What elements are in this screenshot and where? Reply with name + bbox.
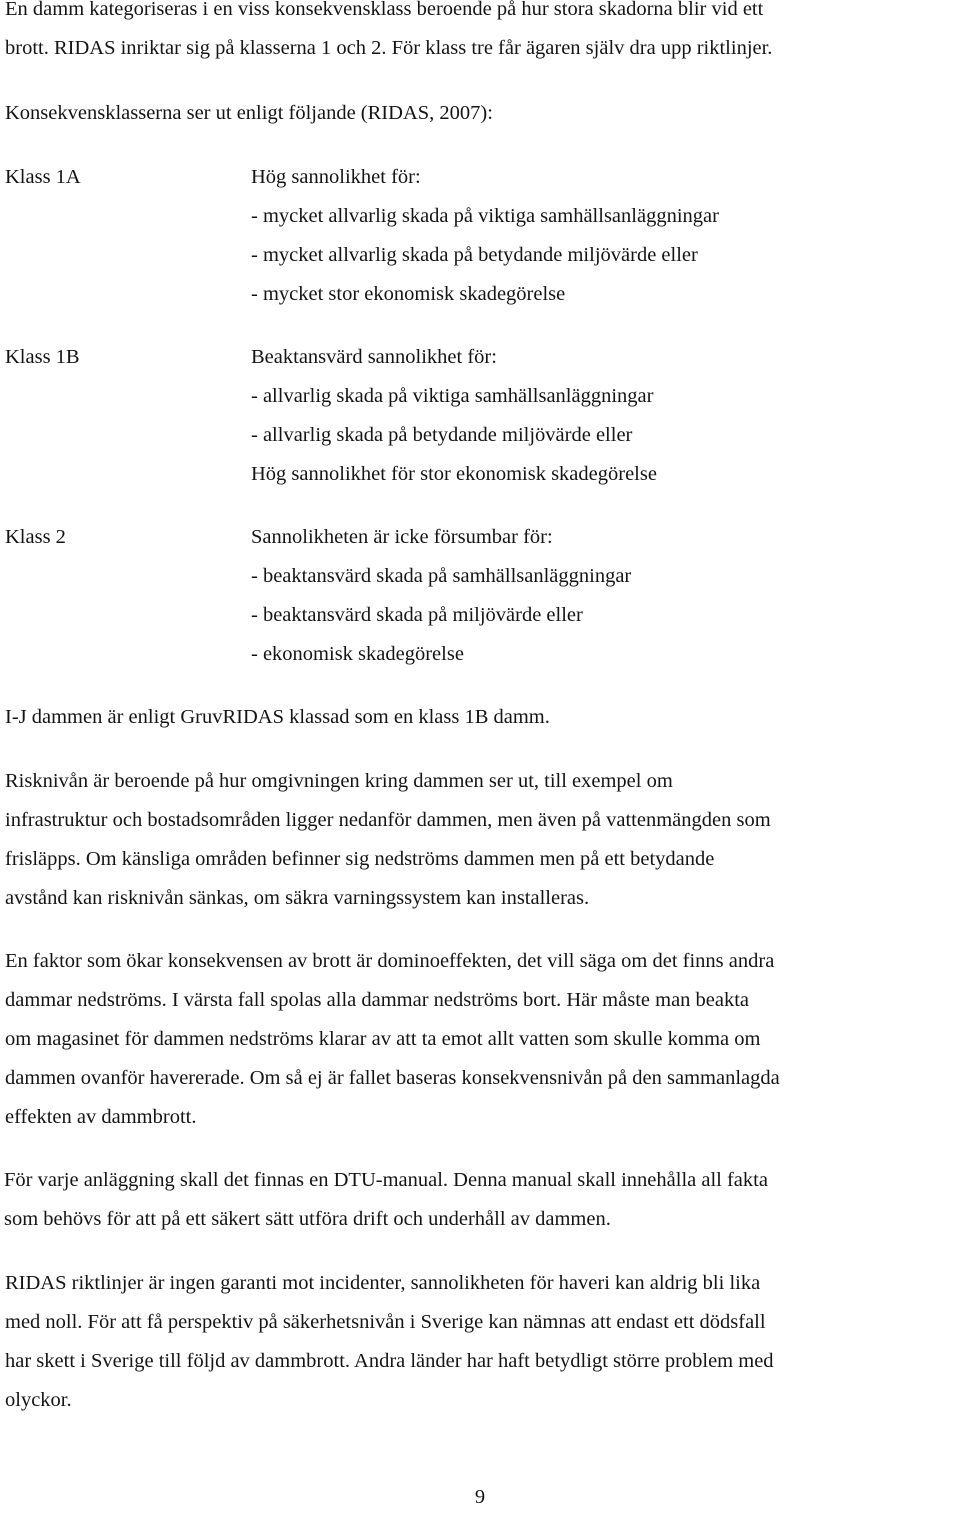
class-label: Klass 1A xyxy=(5,166,81,188)
consequence-classes-lead: Konsekvensklasserna ser ut enligt följande (RIDAS, 2007): xyxy=(5,102,493,124)
text-line: - allvarlig skada på betydande miljövärde eller xyxy=(251,424,633,446)
text-line: - beaktansvärd skada på samhällsanläggningar xyxy=(251,565,632,587)
text-line: - mycket allvarlig skada på betydande miljövärde eller xyxy=(251,244,698,266)
text-line: Hög sannolikhet för stor ekonomisk skadegörelse xyxy=(251,463,657,485)
text-line: med noll. För att få perspektiv på säkerhetsnivån i Sverige kan nämnas att endast ett dödsfall xyxy=(5,1311,766,1333)
text-line: Risknivån är beroende på hur omgivningen kring dammen ser ut, till exempel om xyxy=(5,770,673,792)
text-line: olyckor. xyxy=(5,1389,72,1411)
text-line: En damm kategoriseras i en viss konsekvensklass beroende på hur stora skadorna blir vid ett xyxy=(5,0,764,20)
text-line: Beaktansvärd sannolikhet för: xyxy=(251,346,497,368)
text-line: - allvarlig skada på viktiga samhällsanläggningar xyxy=(251,385,654,407)
text-line: effekten av dammbrott. xyxy=(5,1106,197,1128)
page-number: 9 xyxy=(474,1486,486,1508)
intro-paragraph xyxy=(5,0,957,68)
class-label: Klass 2 xyxy=(5,526,66,548)
text-line: RIDAS riktlinjer är ingen garanti mot incidenter, sannolikheten för haveri kan aldrig bli lika xyxy=(5,1272,761,1294)
class-description xyxy=(251,338,657,494)
text-line: frisläpps. Om känsliga områden befinner sig nedströms dammen men på ett betydande xyxy=(5,848,715,870)
text-line: har skett i Sverige till följd av dammbrott. Andra länder har haft betydligt större problem med xyxy=(5,1350,774,1372)
dtu-manual-paragraph xyxy=(4,1161,956,1239)
text-line: som behövs för att på ett säkert sätt utföra drift och underhåll av dammen. xyxy=(4,1208,611,1230)
text-line: om magasinet för dammen nedströms klarar av att ta emot allt vatten som skulle komma om xyxy=(5,1028,761,1050)
text-line: Hög sannolikhet för: xyxy=(251,166,421,188)
text-line: För varje anläggning skall det finnas en DTU-manual. Denna manual skall innehålla all fakta xyxy=(4,1169,768,1191)
text-line: - mycket allvarlig skada på viktiga samhällsanläggningar xyxy=(251,205,719,227)
class-description xyxy=(251,518,631,674)
risk-level-paragraph xyxy=(5,762,957,918)
class-description xyxy=(251,158,719,314)
text-line: En faktor som ökar konsekvensen av brott är dominoeffekten, det vill säga om det finns andra xyxy=(5,950,775,972)
dam-rating-statement: I-J dammen är enligt GruvRIDAS klassad som en klass 1B damm. xyxy=(5,706,550,728)
text-line: dammar nedströms. I värsta fall spolas alla dammar nedströms bort. Här måste man beakta xyxy=(5,989,750,1011)
ridas-guidelines-paragraph xyxy=(5,1264,957,1420)
domino-effect-paragraph xyxy=(5,942,957,1137)
text-line: - ekonomisk skadegörelse xyxy=(251,643,464,665)
class-label: Klass 1B xyxy=(5,346,80,368)
text-line: - mycket stor ekonomisk skadegörelse xyxy=(251,283,566,305)
text-line: dammen ovanför havererade. Om så ej är fallet baseras konsekvensnivån på den sammanlagda xyxy=(5,1067,780,1089)
text-line: avstånd kan risknivån sänkas, om säkra varningssystem kan installeras. xyxy=(5,887,590,909)
text-line: - beaktansvärd skada på miljövärde eller xyxy=(251,604,583,626)
text-line: Sannolikheten är icke försumbar för: xyxy=(251,526,553,548)
text-line: infrastruktur och bostadsområden ligger nedanför dammen, men även på vattenmängden som xyxy=(5,809,771,831)
text-line: brott. RIDAS inriktar sig på klasserna 1 och 2. För klass tre får ägaren själv dra upp riktlinjer. xyxy=(5,37,773,59)
